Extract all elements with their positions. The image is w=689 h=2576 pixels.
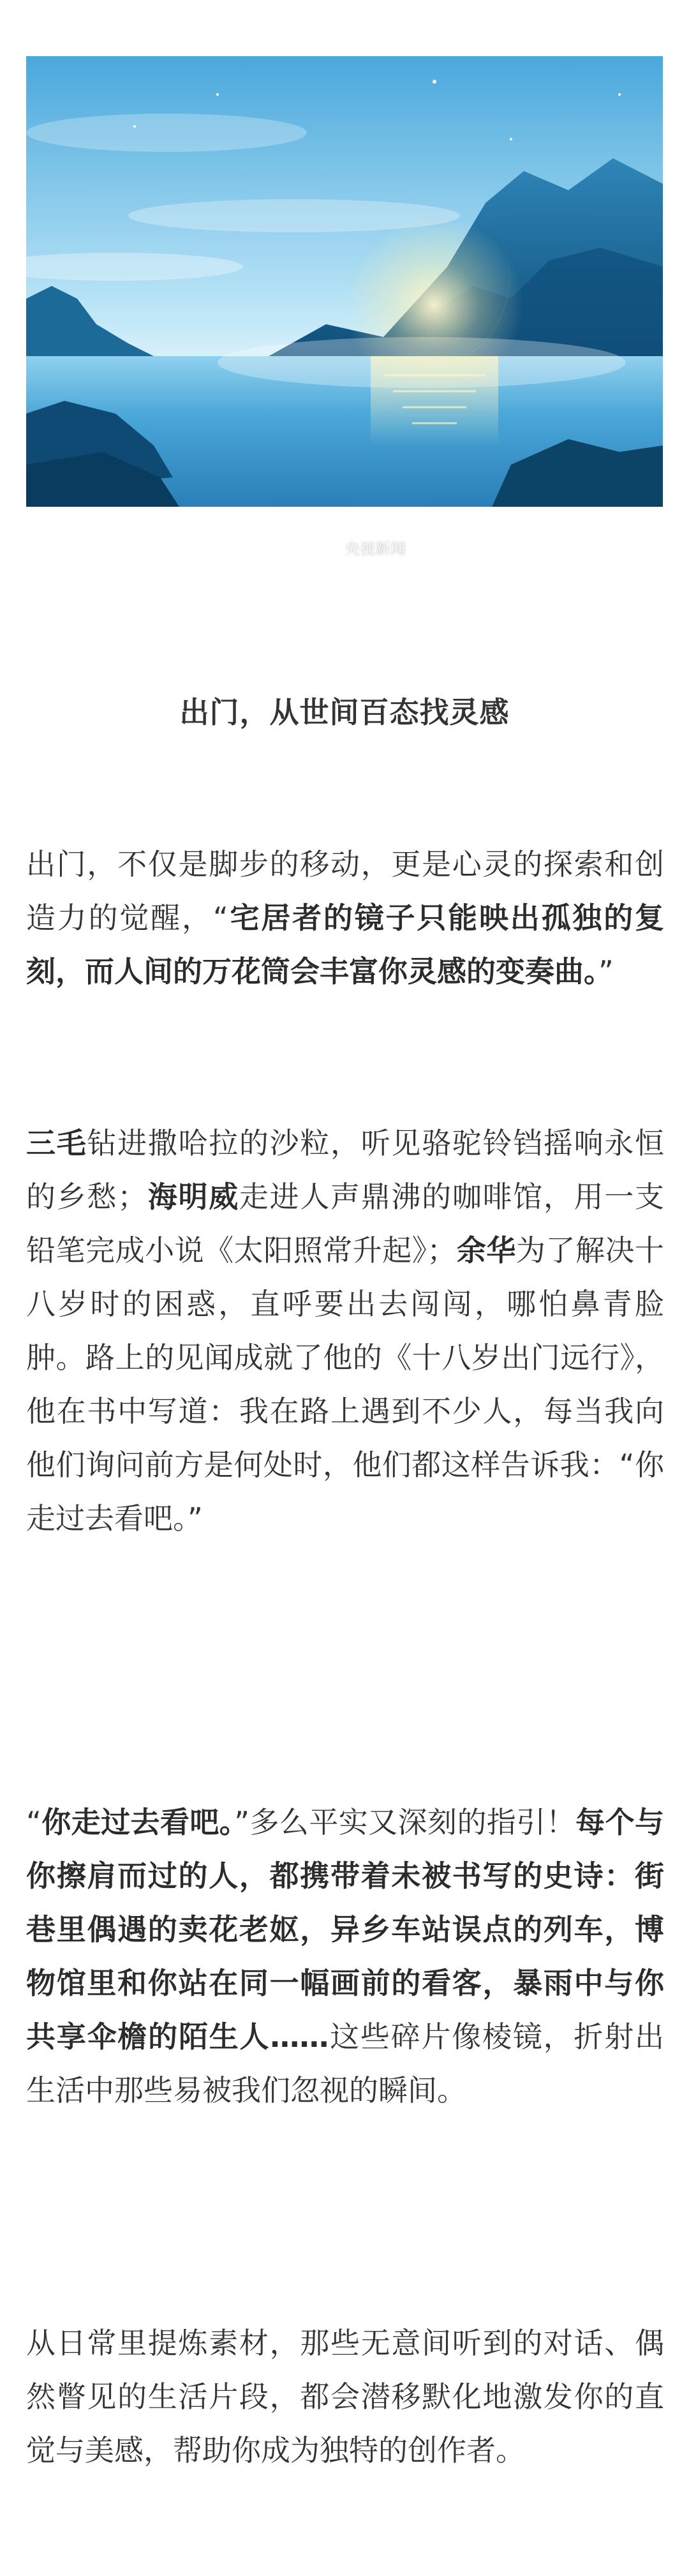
paragraph-1 — [26, 837, 664, 998]
moon-lake-illustration — [26, 56, 663, 507]
bold-text-run: 每个与你擦肩而过的人，都携带着未被书写的史诗：街巷里偶遇的卖花老妪，异乡车站误点的列车，博物馆里和你站在同一幅画前的看客，暴雨中与你共享伞檐的陌生人…… — [26, 1805, 665, 2054]
paragraph-2 — [26, 1116, 664, 1545]
text-run: 出门，不仅是脚步的移动，更是心灵的探索和创造力的觉醒，“ — [26, 847, 664, 935]
text-run: ”多么平实又深刻的指引！ — [234, 1805, 576, 1839]
text-run: ” — [598, 954, 614, 989]
weibo-icon — [323, 539, 341, 555]
bold-text-run: 你走过去看吧。 — [41, 1805, 235, 1839]
text-run: 走进人声鼎沸的咖啡馆，用一支铅笔完成小说《太阳照常升起》； — [26, 1179, 665, 1268]
text-run: 从日常里提炼素材，那些无意间听到的对话、偶然瞥见的生活片段，都会潜移默化地激发你的直觉与美感，帮助你成为独特的创作者。 — [26, 2326, 664, 2467]
paragraph-4 — [26, 2316, 664, 2477]
bold-text-run: 宅居者的镜子只能映出孤独的复刻，而人间的万花筒会丰富你灵感的变奏曲。 — [26, 901, 664, 989]
text-run: 钻进撒哈拉的沙粒，听见骆驼铃铛摇响永恒的乡愁； — [26, 1126, 665, 1214]
watermark — [323, 536, 406, 558]
watermark-text: 央视新闻 — [344, 539, 406, 558]
text-run: 这些碎片像棱镜，折射出生活中那些易被我们忽视的瞬间。 — [26, 2019, 665, 2108]
text-run: 为了解决十八岁时的困惑，直呼要出去闯闯，哪怕鼻青脸肿。路上的见闻成就了他的《十八岁出门远行》，他在书中写道：我在路上遇到不少人，每当我向他们询问前方是何处时，他们都这样告诉我：“你走过去看吧。” — [26, 1233, 665, 1536]
paragraph-3 — [26, 1795, 664, 2117]
bold-text-run: 海明威 — [147, 1179, 239, 1214]
section-heading: 出门，从世间百态找灵感 — [179, 695, 510, 730]
text-run: “ — [26, 1805, 41, 1839]
bold-text-run: 余华 — [456, 1233, 516, 1268]
bold-text-run: 三毛 — [26, 1126, 87, 1160]
hero-image — [26, 56, 663, 558]
